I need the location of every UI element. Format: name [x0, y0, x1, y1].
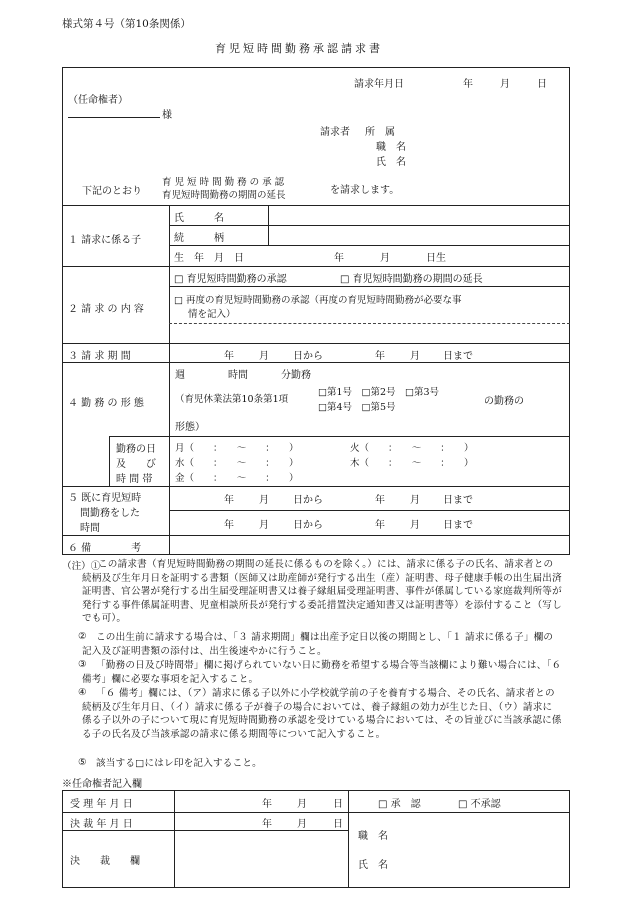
birth-year: 年	[334, 253, 344, 264]
check-extension[interactable]: □ 育児短時間勤務の期間の延長	[340, 274, 483, 285]
received-month: 月	[297, 799, 307, 810]
admin-title: ※任命権者記入欄	[62, 779, 142, 790]
friday-slot[interactable]: 金（ ： ～ ： ）	[175, 473, 299, 484]
sec5-r1-to: 日まで	[443, 495, 473, 506]
tuesday-slot[interactable]: 火（ ： ～ ： ）	[350, 443, 474, 454]
option-approval: 育 児 短 時 間 勤 務 の 承 認	[162, 177, 285, 188]
request-month: 月	[500, 79, 510, 90]
check-approval[interactable]: □ 育児短時間勤務の承認	[174, 274, 287, 285]
form-end: 形態）	[175, 422, 205, 433]
reapply-reason-line[interactable]	[169, 323, 570, 324]
sec5-r2-from: 日から	[293, 520, 323, 531]
intro-text: 下記のとおり	[82, 186, 142, 197]
birth-day: 日生	[426, 253, 446, 264]
request-year: 年	[463, 79, 473, 90]
week-label: 週	[175, 370, 185, 381]
admin-name-label: 氏 名	[358, 860, 388, 871]
child-name-label: 氏 名	[174, 213, 224, 224]
law-items-row2[interactable]: □第4号 □第5号	[318, 402, 396, 413]
sec5-label-3: 時間	[80, 523, 100, 534]
form-number: 様式第４号（第10条関係）	[62, 18, 191, 30]
appointer-name-line[interactable]	[68, 117, 160, 118]
sec5-r1-year-to: 年	[375, 495, 385, 506]
approve-check[interactable]: □ 承 認	[378, 799, 421, 810]
sec2-label: ２ 請 求 の 内 容	[68, 304, 144, 315]
law-items-row1[interactable]: □第1号 □第2号 □第3号	[318, 387, 440, 398]
notes-head: （注）①	[62, 561, 101, 572]
sec3-year-from: 年	[224, 351, 234, 362]
option-extension: 育児短時間勤務の期間の延長	[162, 190, 286, 201]
received-day: 日	[333, 799, 343, 810]
note-5-mark: ⑤	[78, 757, 87, 768]
workdays-label-1: 勤務の日	[116, 444, 156, 455]
reject-check[interactable]: □ 不承認	[458, 799, 501, 810]
check-reapply[interactable]: □ 再度の育児短時間勤務の承認（再度の育児短時間勤務が必要な事	[174, 295, 462, 306]
law-label: （育児休業法第10条第1項	[175, 394, 289, 405]
sec5-label-1: ５ 既に育児短時	[68, 493, 142, 504]
sec3-month-to: 月	[410, 351, 420, 362]
hours-label: 時間	[228, 370, 248, 381]
sec5-label-2: 間勤務をした	[80, 508, 140, 519]
sama-label: 様	[162, 110, 172, 121]
requester-name-label: 氏 名	[376, 157, 406, 168]
note-3: 「勤務の日及び時間帯」欄に掲げられていない日に勤務を希望する場合等当該欄により難い場合には、「６ 備考」欄に必要な事項を記入すること。	[82, 660, 562, 685]
note-3-mark: ③	[78, 659, 87, 670]
sec5-r2-to: 日まで	[443, 520, 473, 531]
note-2: この出生前に請求する場合は、「３ 請求期間」欄は出産予定日以後の期間とし、「１ 請求に係る子」欄の記入及び証明書類の添付は、出生後速やかに行うこと。	[82, 632, 554, 657]
monday-slot[interactable]: 月（ ： ～ ： ）	[175, 443, 299, 454]
received-date-label: 受 理 年 月 日	[70, 799, 133, 810]
request-date-label: 請求年月日	[354, 79, 404, 90]
sec5-r2-month-from: 月	[259, 520, 269, 531]
request-day: 日	[537, 79, 547, 90]
note-5: 該当する□にはレ印を記入すること。	[96, 758, 262, 769]
requester-label: 請求者	[320, 127, 350, 138]
wednesday-slot[interactable]: 水（ ： ～ ： ）	[175, 458, 299, 469]
affiliation-label: 所 属	[365, 127, 395, 138]
admin-post-label: 職 名	[358, 831, 388, 842]
decision-label: 決 裁 欄	[70, 856, 140, 867]
sec6-label: ６ 備 考	[68, 543, 142, 554]
birth-month: 月	[380, 253, 390, 264]
appointer-label: （任命権者）	[68, 95, 128, 106]
post-label: 職 名	[376, 142, 406, 153]
sec5-r1-from: 日から	[293, 495, 323, 506]
minutes-label: 分勤務	[281, 370, 311, 381]
note-1: この請求書（育児短時間勤務の期間の延長に係るものを除く。）には、請求に係る子の氏名、請求者との続柄及び生年月日を証明する書類（医師又は助産師が発行する出生（産）証明書、母子健康手帳の出生届出済証明書、官公署が発行する出生届受理証明書又は養子縁組届受理証明書、事件が係属している家庭裁判所等が発行する事件係属証明書、児童相談所長が発行する委託措置決定通知書又は証明書等）を添付すること（写しでも可）。	[82, 559, 562, 625]
sec1-label: １ 請求に係る子	[68, 235, 142, 246]
decided-year: 年	[262, 819, 272, 830]
sec3-to: 日まで	[443, 351, 473, 362]
decided-day: 日	[333, 819, 343, 830]
sec3-label: ３ 請 求 期 間	[68, 351, 131, 362]
workdays-label-3: 時 間 帯	[116, 474, 153, 485]
sec5-r1-year-from: 年	[224, 495, 234, 506]
decided-date-label: 決 裁 年 月 日	[70, 819, 133, 830]
note-2-mark: ②	[78, 631, 87, 642]
note-4-mark: ④	[78, 687, 87, 698]
check-reapply-cont: 情を記入）	[188, 309, 236, 320]
sec5-r2-year-to: 年	[375, 520, 385, 531]
sec5-r2-year-from: 年	[224, 520, 234, 531]
sec4-label: ４ 勤 務 の 形 態	[68, 398, 144, 409]
sec5-r1-month-from: 月	[259, 495, 269, 506]
sec3-year-to: 年	[375, 351, 385, 362]
page-title: 育児短時間勤務承認請求書	[215, 42, 383, 55]
thursday-slot[interactable]: 木（ ： ～ ： ）	[350, 458, 474, 469]
note-4: 「６ 備考」欄には、（ア）請求に係る子以外に小学校就学前の子を養育する場合、その氏名、請求者との続柄及び生年月日、（イ）請求に係る子が養子の場合においては、養子縁組の効力が生じた日、（ウ）請求に係る子以外の子について現に育児短時間勤務の承認を受けている場合においては、その旨並びに当該承認に係る子の氏名及び当該承認の請求に係る期間等について記入すること。	[82, 688, 562, 740]
received-year: 年	[262, 799, 272, 810]
child-birthdate-label: 生 年 月 日	[174, 253, 244, 264]
child-relation-label: 続 柄	[174, 233, 224, 244]
law-suffix: の勤務の	[484, 396, 524, 407]
sec5-r1-month-to: 月	[410, 495, 420, 506]
sec3-month-from: 月	[259, 351, 269, 362]
workdays-label-2: 及 び	[116, 459, 156, 470]
sec5-r2-month-to: 月	[410, 520, 420, 531]
sec3-from: 日から	[293, 351, 323, 362]
request-tail: を請求します。	[330, 185, 400, 196]
decided-month: 月	[297, 819, 307, 830]
